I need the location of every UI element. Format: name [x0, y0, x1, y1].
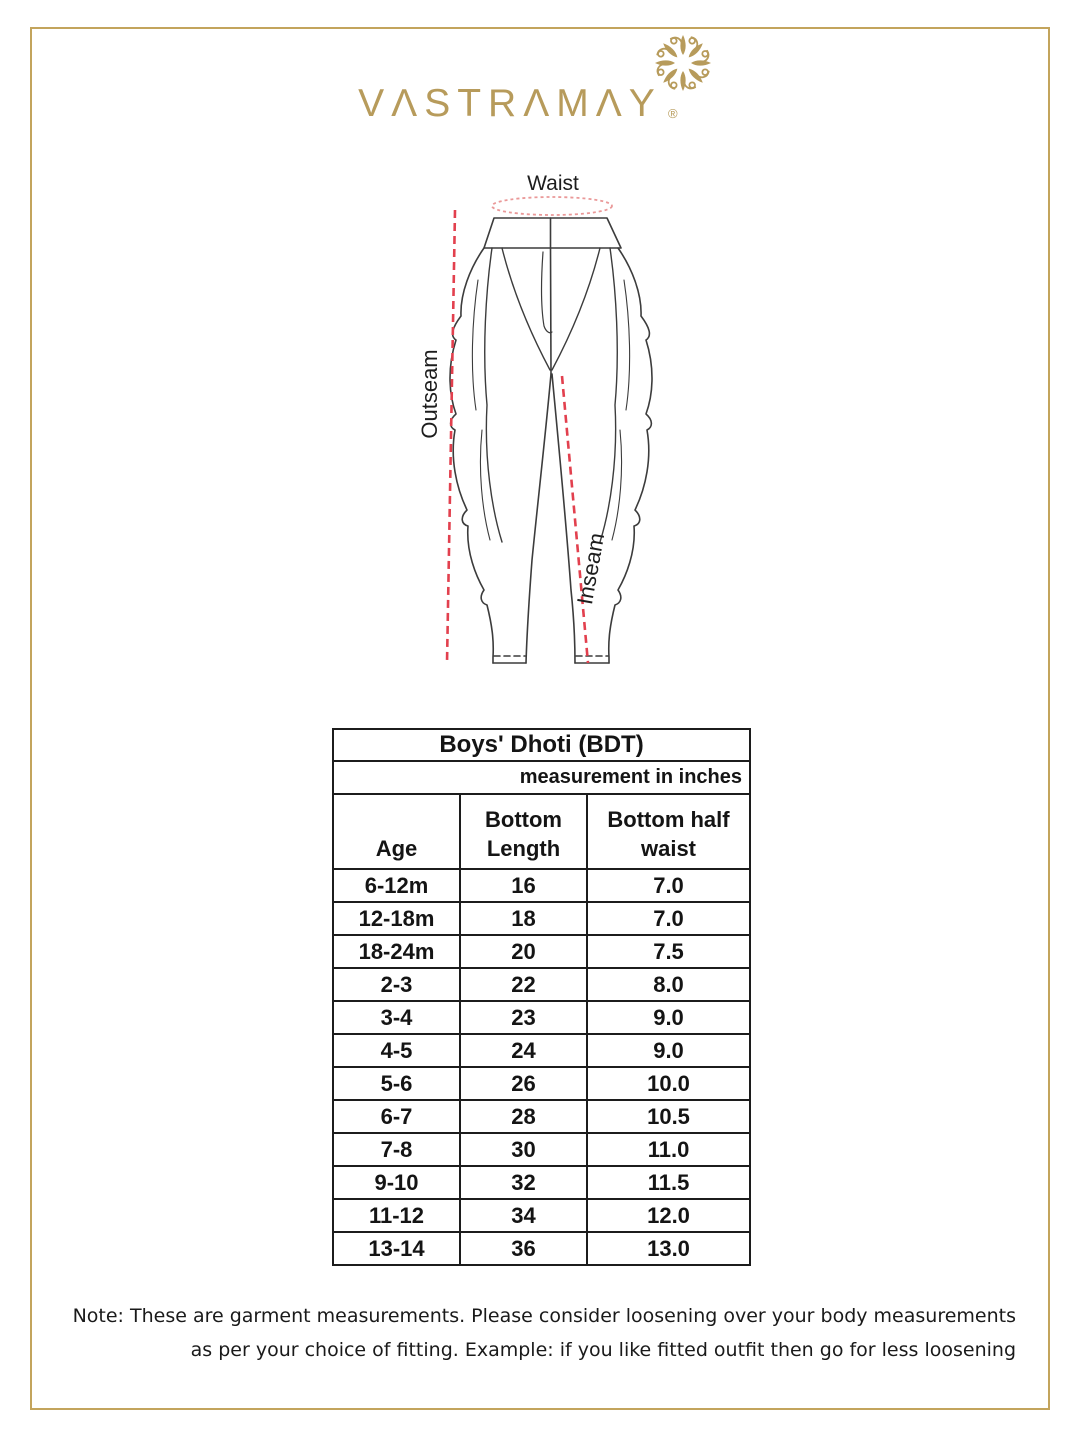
measurement-note [40, 1299, 1016, 1367]
age-cell: 5-6 [333, 1067, 460, 1100]
bottom-length-cell: 28 [460, 1100, 587, 1133]
size-chart-table [332, 728, 751, 1266]
unit-note: measurement in inches [333, 761, 750, 794]
registered-trademark-mark: ® [668, 106, 678, 121]
bottom-half-waist-cell: 12.0 [587, 1199, 750, 1232]
bottom-half-waist-cell: 10.5 [587, 1100, 750, 1133]
bottom-half-waist-cell: 9.0 [587, 1034, 750, 1067]
unit-note-row [333, 761, 750, 794]
waist-measure-ellipse [492, 197, 612, 215]
table-title: Boys' Dhoti (BDT) [333, 729, 750, 761]
floral-star-ornament-icon [650, 30, 716, 96]
bottom-length-cell: 20 [460, 935, 587, 968]
age-cell: 13-14 [333, 1232, 460, 1265]
bottom-length-cell: 32 [460, 1166, 587, 1199]
bottom-half-waist-cell: 9.0 [587, 1001, 750, 1034]
table-row [333, 1199, 750, 1232]
table-row [333, 1166, 750, 1199]
bottom-half-waist-cell: 13.0 [587, 1232, 750, 1265]
outseam-label: Outseam [417, 349, 442, 439]
age-cell: 9-10 [333, 1166, 460, 1199]
bottom-length-cell: 22 [460, 968, 587, 1001]
table-row [333, 1232, 750, 1265]
table-row [333, 902, 750, 935]
table-row [333, 869, 750, 902]
bottom-half-waist-cell: 7.0 [587, 869, 750, 902]
table-title-row [333, 729, 750, 761]
bottom-length-cell: 36 [460, 1232, 587, 1265]
inseam-label: Inseam [572, 530, 610, 607]
age-cell: 7-8 [333, 1133, 460, 1166]
table-row [333, 1100, 750, 1133]
dhoti-sketch [450, 218, 652, 663]
table-row [333, 1001, 750, 1034]
column-header-row [333, 794, 750, 869]
col-header-age: Age [333, 794, 460, 869]
bottom-length-cell: 30 [460, 1133, 587, 1166]
bottom-half-waist-cell: 11.5 [587, 1166, 750, 1199]
age-cell: 4-5 [333, 1034, 460, 1067]
table-row [333, 1133, 750, 1166]
bottom-length-cell: 18 [460, 902, 587, 935]
bottom-length-cell: 24 [460, 1034, 587, 1067]
note-line-1: Note: These are garment measurements. Please consider loosening over your body measurements [72, 1305, 1016, 1327]
bottom-half-waist-cell: 11.0 [587, 1133, 750, 1166]
age-cell: 2-3 [333, 968, 460, 1001]
age-cell: 3-4 [333, 1001, 460, 1034]
table-row [333, 1034, 750, 1067]
bottom-length-cell: 23 [460, 1001, 587, 1034]
age-cell: 6-12m [333, 869, 460, 902]
age-cell: 11-12 [333, 1199, 460, 1232]
age-cell: 18-24m [333, 935, 460, 968]
bottom-half-waist-cell: 7.0 [587, 902, 750, 935]
bottom-half-waist-cell: 8.0 [587, 968, 750, 1001]
bottom-half-waist-cell: 10.0 [587, 1067, 750, 1100]
table-row [333, 935, 750, 968]
bottom-length-cell: 16 [460, 869, 587, 902]
table-row [333, 1067, 750, 1100]
dhoti-measurement-diagram [390, 160, 720, 720]
bottom-half-waist-cell: 7.5 [587, 935, 750, 968]
bottom-length-cell: 34 [460, 1199, 587, 1232]
waist-label: Waist [527, 172, 579, 195]
brand-logo: VΛSTRΛMΛY [358, 82, 662, 125]
note-line-2: as per your choice of fitting. Example: if you like fitted outfit then go for less loosening [190, 1339, 1016, 1361]
col-header-bottom-length: Bottom Length [460, 794, 587, 869]
bottom-length-cell: 26 [460, 1067, 587, 1100]
table-row [333, 968, 750, 1001]
age-cell: 6-7 [333, 1100, 460, 1133]
col-header-bottom-half-waist: Bottom half waist [587, 794, 750, 869]
age-cell: 12-18m [333, 902, 460, 935]
